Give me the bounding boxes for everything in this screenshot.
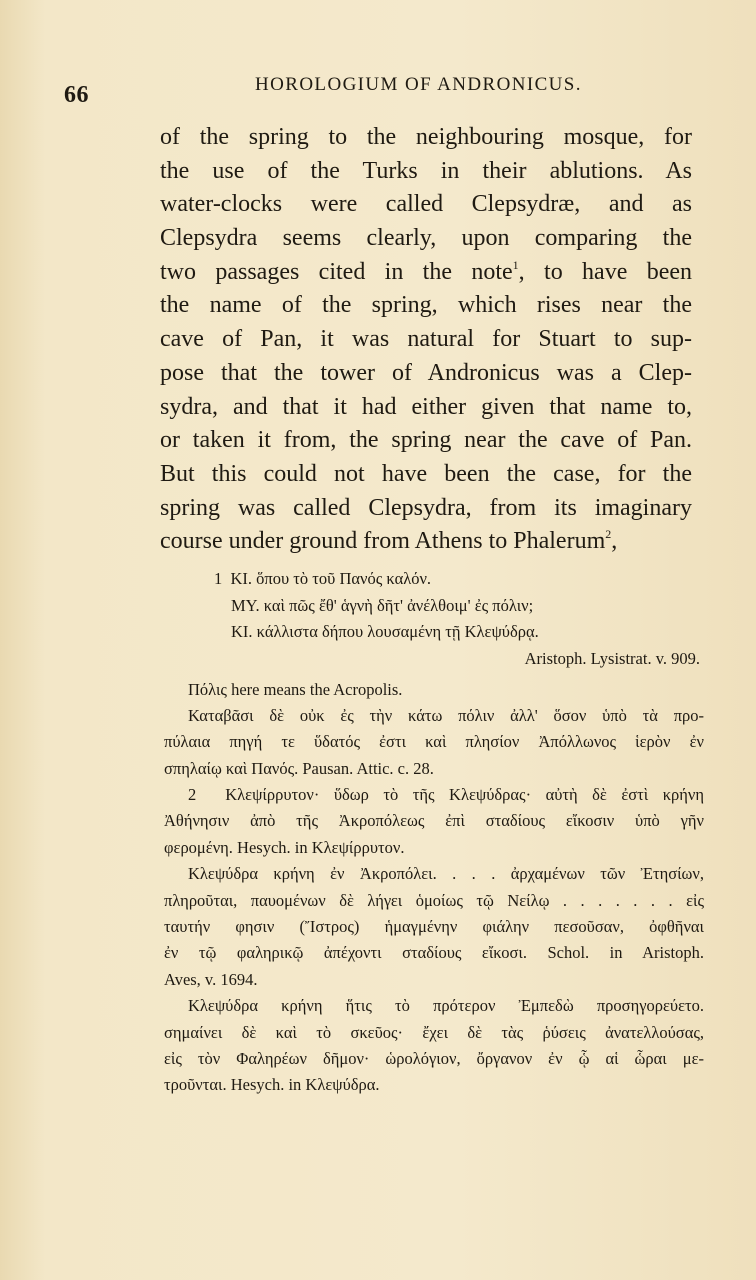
footnote-2-line: ἐν τῷ φαληρικῷ ἀπέχοντι σταδίους εἴκοσι. Schol. in Aristoph. bbox=[164, 943, 704, 963]
text-line: water-clocks were called Clepsydræ, and as bbox=[160, 191, 692, 218]
text-line: the name of the spring, which rises near the bbox=[160, 292, 692, 319]
running-title: HOROLOGIUM OF ANDRONICUS. bbox=[255, 74, 582, 95]
footnote-2-line: Ἀθήνησιν ἀπὸ τῆς Ἀκροπόλεως ἐπὶ σταδίους εἴκοσιν ὑπὸ γῆν bbox=[164, 811, 704, 831]
text-line-with-note-ref bbox=[160, 525, 692, 559]
text-line: of the spring to the neighbouring mosque, for bbox=[160, 124, 692, 150]
footnote-2-line: σημαίνει δὲ καὶ τὸ σκεῦος· ἔχει δὲ τὰς ῥύσεις ἀνατελλούσας, bbox=[164, 1022, 704, 1042]
text-segment: , bbox=[611, 528, 618, 555]
text-line: But this could not have been the case, for the bbox=[160, 460, 692, 487]
footnote-2-line bbox=[164, 782, 704, 808]
footnote-2-line: πληροῦται, παυομένων δὲ λήγει ὁμοίως τῷ Νείλῳ . . . . . . . εἰς bbox=[164, 890, 704, 910]
footnote-2-line: φερομένη. Hesych. in Κλεψίρρυτον. bbox=[164, 837, 405, 857]
text-line: spring was called Clepsydra, from its imaginary bbox=[160, 494, 692, 521]
page-number: 66 bbox=[64, 82, 89, 108]
text-line: pose that the tower of Andronicus was a Clep- bbox=[160, 359, 692, 386]
footnotes bbox=[164, 566, 704, 1099]
footnote-1-citation: Aristoph. Lysistrat. v. 909. bbox=[524, 648, 700, 668]
footnote-2-line: ταυτήν φησιν (Ἴστρος) ἡμαγμένην φιάλην πεσοῦσαν, ὀφθῆναι bbox=[164, 917, 704, 937]
footnote-2-line: εἰς τὸν Φαληρέων δῆμον· ὡρολόγιον, ὄργανον ἐν ᾧ αἱ ὧραι με- bbox=[164, 1048, 704, 1068]
note-text: Κλεψίρρυτον· ὕδωρ τὸ τῆς Κλεψύδρας· αὐτὴ δὲ ἐστὶ κρήνη bbox=[225, 785, 704, 805]
footnote-1-verse: KI. κάλλιστα δήπου λουσαμένη τῇ Κλεψύδρᾳ. bbox=[231, 622, 539, 641]
footnote-ref-2: 2 bbox=[605, 527, 612, 542]
footnote-1-line: σπηλαίῳ καὶ Πανός. Pausan. Attic. c. 28. bbox=[164, 758, 434, 778]
text-segment: course under ground from Athens to Phalerum bbox=[160, 528, 606, 555]
footnote-1-line: πύλαια πηγή τε ὕδατός ἐστι καὶ πλησίον Ἀπόλλωνος ἱερὸν ἐν bbox=[164, 732, 704, 752]
footnote-1-verse bbox=[164, 566, 704, 593]
footnote-2-line: Κλεψύδρα κρήνη ἐν Ἀκροπόλει. . . . ἀρχαμένων τῶν Ἐτησίων, bbox=[188, 864, 704, 884]
text-line: or taken it from, the spring near the cave of Pan. bbox=[160, 427, 692, 454]
text-line: Clepsydra seems clearly, upon comparing the bbox=[160, 225, 692, 252]
footnote-marker: 2 bbox=[188, 785, 197, 805]
text-line: the use of the Turks in their ablutions. As bbox=[160, 157, 692, 184]
text-line-with-note-ref bbox=[160, 256, 692, 290]
footnote-1-line: Πόλις here means the Acropolis. bbox=[188, 679, 403, 699]
footnote-2-line: τροῦνται. Hesych. in Κλεψύδρα. bbox=[164, 1075, 380, 1095]
text-line: sydra, and that it had either given that name to, bbox=[160, 393, 692, 420]
footnote-1-line: Καταβᾶσι δὲ οὐκ ἐς τὴν κάτω πόλιν ἀλλ' ὅσον ὑπὸ τὰ προ- bbox=[188, 705, 704, 725]
footnote-2-line: Aves, v. 1694. bbox=[164, 969, 258, 989]
main-text bbox=[160, 121, 692, 559]
footnote-1-verse: MY. καὶ πῶς ἔθ' ἁγνὴ δῆτ' ἀνέλθοιμ' ἐς πόλιν; bbox=[231, 595, 534, 615]
text-segment: , to have been bbox=[518, 258, 692, 285]
footnote-ref-1: 1 bbox=[512, 257, 519, 272]
footnote-2-line: Κλεψύδρα κρήνη ἥτις τὸ πρότερον Ἐμπεδὼ προσηγορεύετο. bbox=[188, 996, 704, 1016]
footnote-marker: 1 bbox=[214, 569, 223, 588]
text-segment: two passages cited in the note bbox=[160, 258, 513, 285]
verse-text: KI. ὅπου τὸ τοῦ Πανός καλόν. bbox=[230, 569, 432, 588]
text-line: cave of Pan, it was natural for Stuart to sup- bbox=[160, 326, 692, 353]
